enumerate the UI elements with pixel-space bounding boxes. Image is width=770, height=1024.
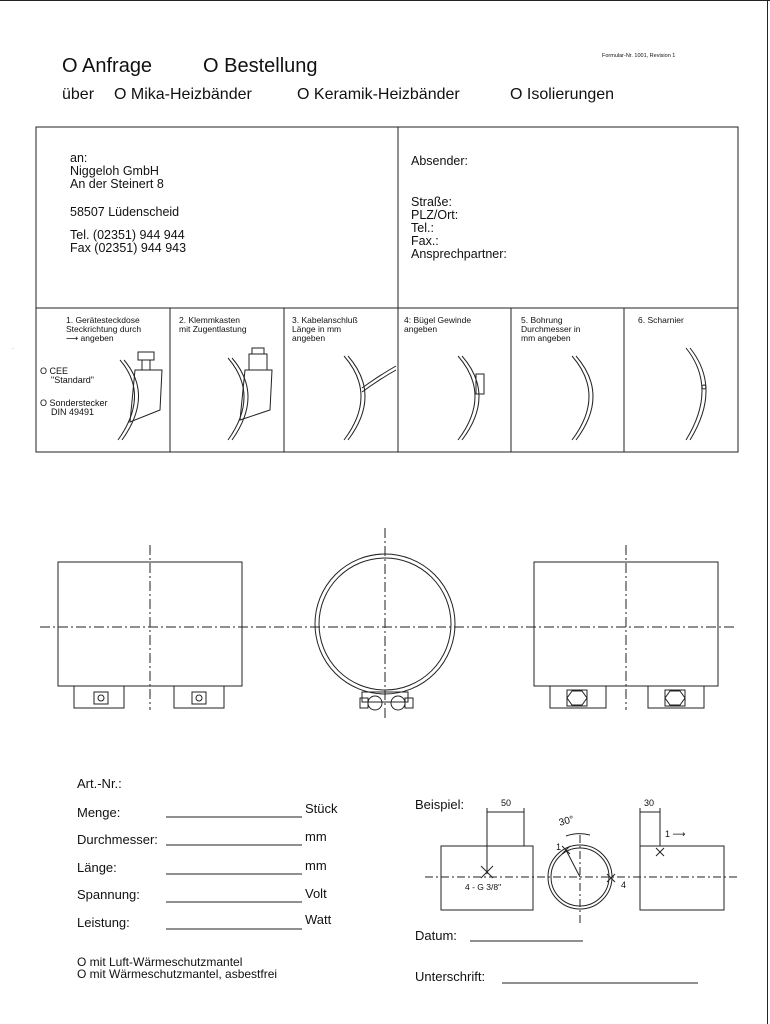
recipient-city: 58507 Lüdenscheid xyxy=(70,205,180,219)
connection-5-label: 5. Bohrung Durchmesser in mm angeben xyxy=(521,315,581,343)
spannung-label[interactable]: Spannung: xyxy=(77,887,140,902)
laenge-label[interactable]: Länge: xyxy=(77,860,117,875)
menge-label[interactable]: Menge: xyxy=(77,805,121,820)
art-nr-label[interactable]: Art.-Nr.: xyxy=(77,776,122,791)
recipient-tel: Tel. (02351) 944 944 xyxy=(70,228,185,242)
hinge-icon xyxy=(686,348,706,440)
connection-2-label: 2. Klemmkasten mit Zugentlastung xyxy=(179,315,247,334)
connection-4-label: 4: Bügel Gewinde angeben xyxy=(404,315,472,334)
connection-6-label: 6. Scharnier xyxy=(638,315,684,325)
dim-50: 50 xyxy=(501,798,512,808)
plug-socket-icon xyxy=(118,352,162,440)
leistung-label[interactable]: Leistung: xyxy=(77,915,130,930)
recipient-an: an: xyxy=(70,151,88,165)
datum-label[interactable]: Datum: xyxy=(415,928,457,943)
option-bestellung[interactable]: O Bestellung xyxy=(203,55,318,77)
recipient-fax: Fax (02351) 944 943 xyxy=(70,241,187,255)
thread-label: 4 - G 3/8" xyxy=(465,882,502,892)
sender-absender[interactable]: Absender: xyxy=(411,154,468,168)
sender-ansprechpartner[interactable]: Ansprechpartner: xyxy=(411,247,507,261)
durchmesser-label[interactable]: Durchmesser: xyxy=(77,832,158,847)
leistung-unit: Watt xyxy=(305,912,332,927)
bore-hole-icon xyxy=(572,356,593,440)
option-sonderstecker[interactable]: O Sonderstecker DIN 49491 xyxy=(40,398,108,417)
recipient-street: An der Steinert 8 xyxy=(70,177,164,191)
mark-1-circle: 1 xyxy=(556,842,562,852)
spannung-unit: Volt xyxy=(305,886,327,901)
ueber-label: über xyxy=(62,86,95,103)
angle-30: 30° xyxy=(557,814,576,829)
connection-3-label: 3. Kabelanschluß Länge in mm angeben xyxy=(292,315,358,343)
option-luft-mantel[interactable]: O mit Luft-Wärmeschutzmantel xyxy=(77,955,243,969)
example-label: Beispiel: xyxy=(415,797,465,812)
sender-tel[interactable]: Tel.: xyxy=(411,221,434,235)
terminal-box-icon xyxy=(228,348,272,440)
example-drawing xyxy=(425,808,740,925)
ring-front-view xyxy=(315,528,455,720)
sender-fax[interactable]: Fax.: xyxy=(411,234,439,248)
menge-unit: Stück xyxy=(305,801,338,816)
option-mika[interactable]: O Mika-Heizbänder xyxy=(114,86,252,103)
cable-connection-icon xyxy=(344,356,396,440)
option-isolierungen[interactable]: O Isolierungen xyxy=(510,86,615,103)
unterschrift-label[interactable]: Unterschrift: xyxy=(415,969,486,984)
bracket-thread-icon xyxy=(458,356,484,440)
form-number: Formular-Nr. 1001, Revision 1 xyxy=(602,53,676,59)
mark-4: 4 xyxy=(621,880,627,890)
sender-plz-ort[interactable]: PLZ/Ort: xyxy=(411,208,459,222)
laenge-unit: mm xyxy=(305,858,327,873)
svg-text:·: · xyxy=(12,346,14,352)
option-asbestfrei-mantel[interactable]: O mit Wärmeschutzmantel, asbestfrei xyxy=(77,967,278,981)
recipient-company: Niggeloh GmbH xyxy=(70,164,159,178)
mantel-options xyxy=(77,956,277,980)
durchmesser-unit: mm xyxy=(305,829,327,844)
sender-strasse[interactable]: Straße: xyxy=(411,195,452,209)
option-keramik[interactable]: O Keramik-Heizbänder xyxy=(297,86,460,103)
connection-1-label: 1. Gerätesteckdose Steckrichtung durch ⟶ angeben xyxy=(66,315,142,343)
option-cee[interactable]: O CEE "Standard" xyxy=(40,366,94,385)
option-anfrage[interactable]: O Anfrage xyxy=(62,55,153,77)
dim-30: 30 xyxy=(644,798,655,808)
address-box-frame xyxy=(36,127,738,452)
mark-1-right: 1 ⟶ xyxy=(665,829,686,839)
